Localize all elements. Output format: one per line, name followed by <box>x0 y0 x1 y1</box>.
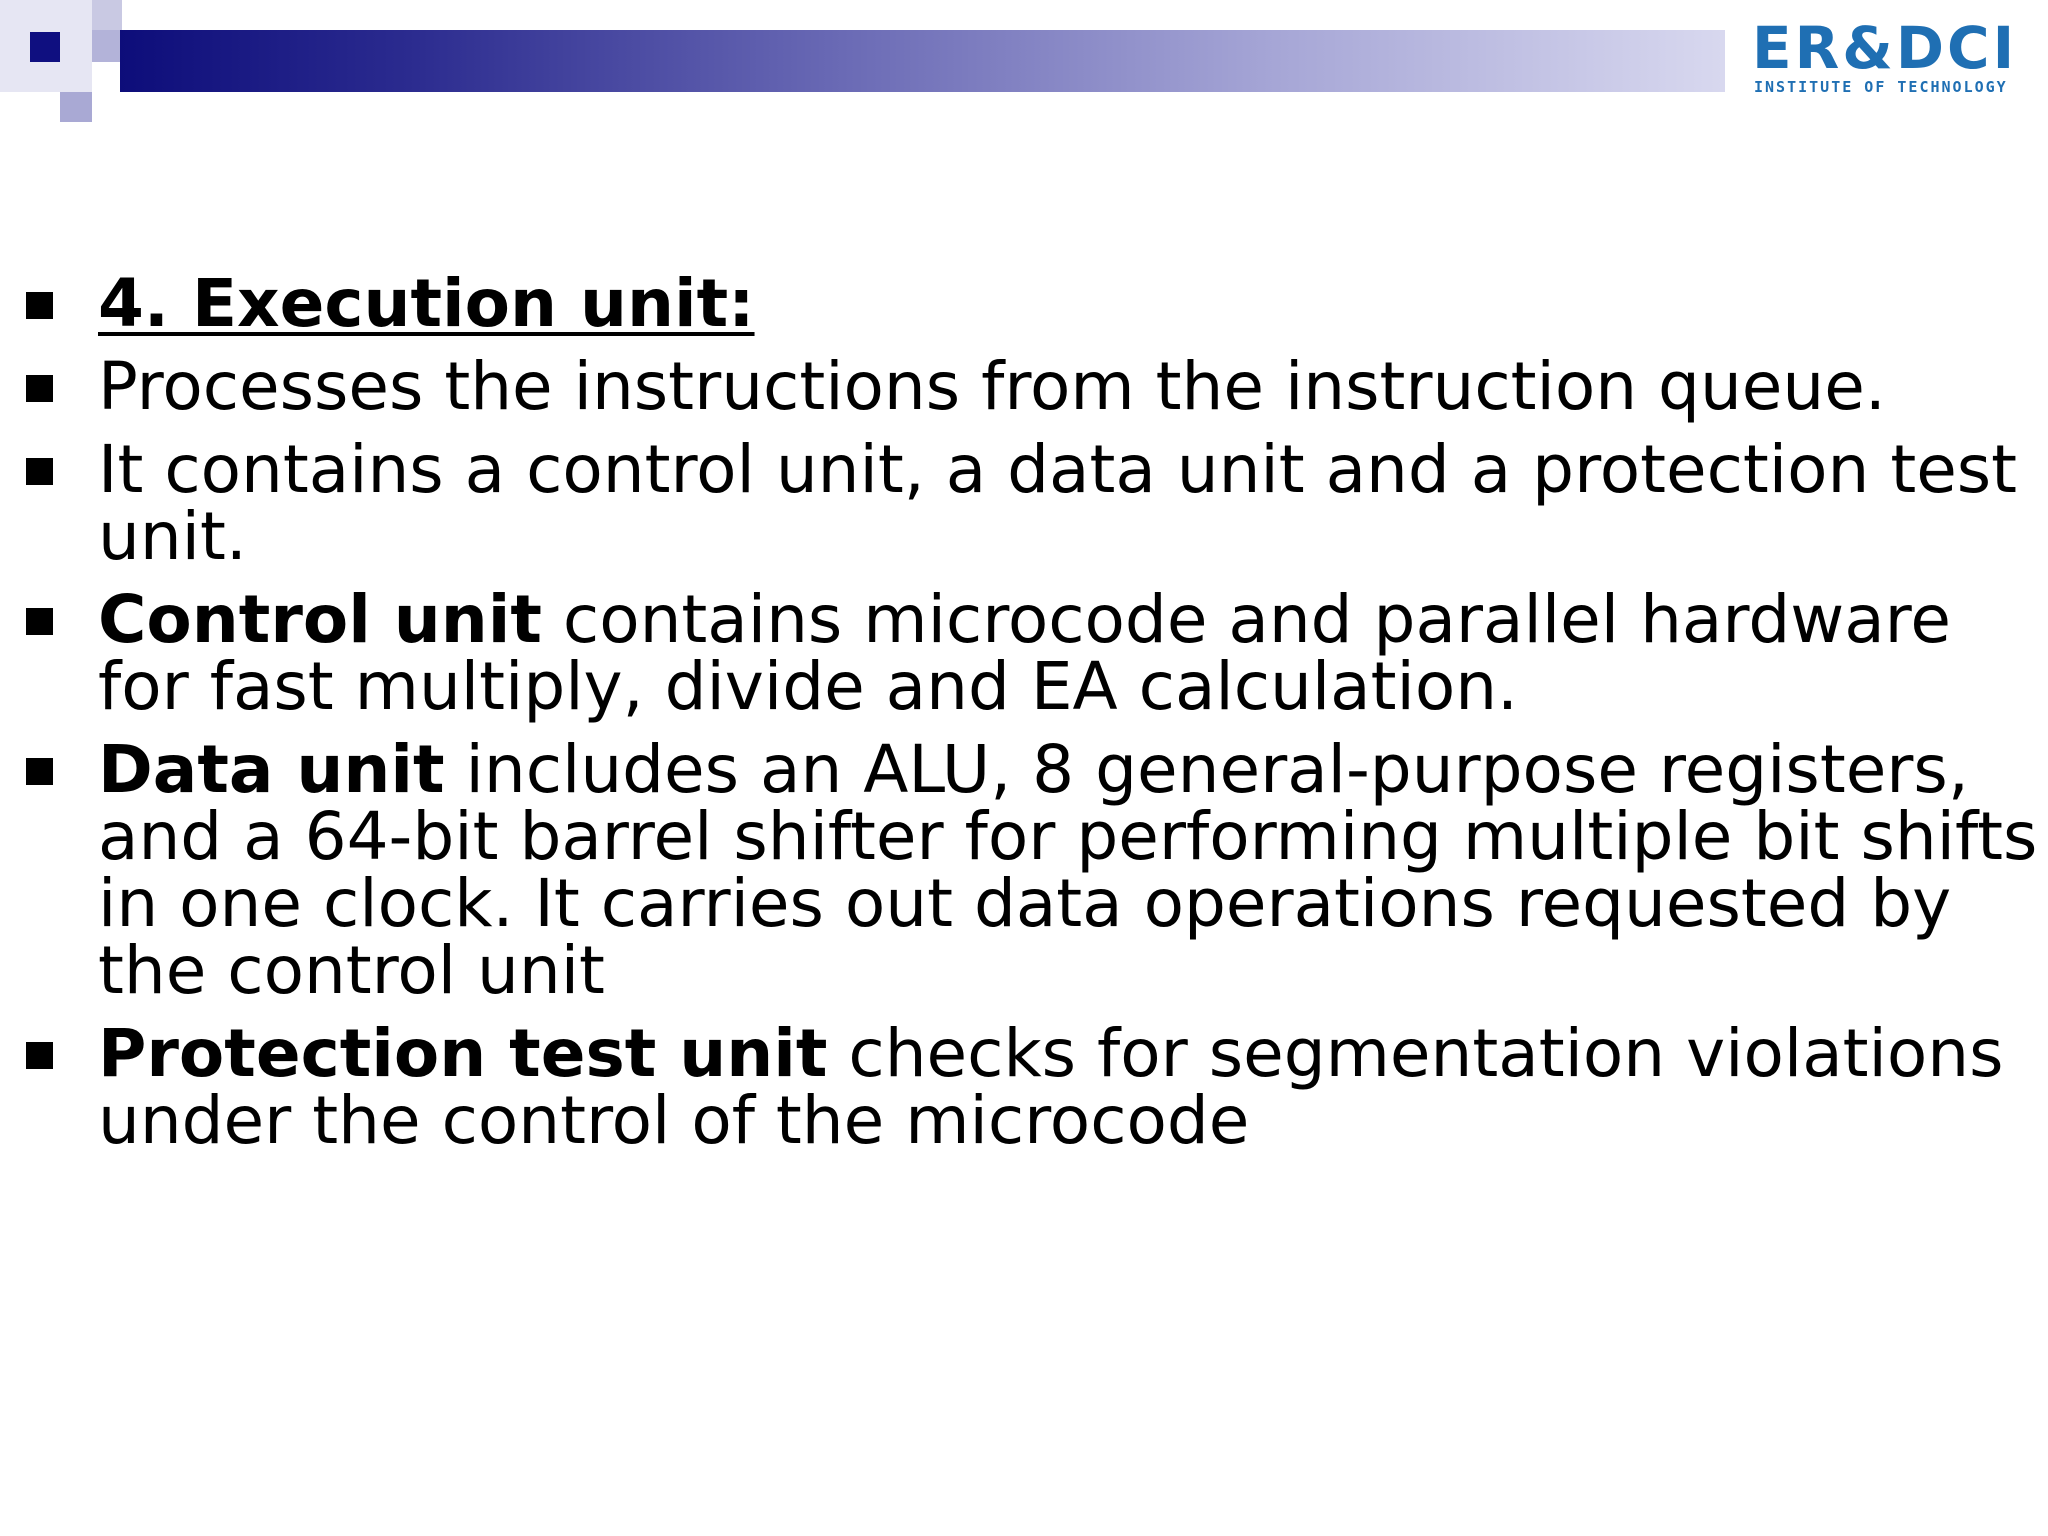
bullet-text: contains microcode and parallel hardware for fast multiply, divide and EA calculation. <box>98 581 1951 725</box>
square-bullet-icon <box>26 608 53 635</box>
list-item <box>0 581 2038 725</box>
logo-wordmark: ER&DCI <box>1752 14 2018 82</box>
list-item <box>0 265 2038 342</box>
bullet-text: includes an ALU, 8 general-purpose registers, and a 64-bit barrel shifter for performing multiple bit shifts in one clock. It carries out data operations requested by the control unit <box>98 731 2038 1009</box>
bullet-term: Control unit <box>98 581 542 658</box>
square-bullet-icon <box>26 758 53 785</box>
square-bullet-icon <box>26 1042 53 1069</box>
header-square-decoration <box>60 92 92 122</box>
header-square-decoration <box>30 32 60 62</box>
header-square-decoration <box>92 30 122 62</box>
bullet-term: Data unit <box>98 731 445 808</box>
list-item <box>0 431 2038 575</box>
bullet-term: Protection test unit <box>98 1015 828 1092</box>
header-gradient-bar <box>120 30 1725 92</box>
logo-tagline: INSTITUTE OF TECHNOLOGY <box>1754 78 2008 96</box>
bullet-list <box>0 265 2048 1170</box>
list-item <box>0 348 2038 425</box>
section-heading: 4. Execution unit: <box>98 265 755 342</box>
list-item <box>0 1015 2038 1159</box>
institute-logo <box>1752 14 2036 98</box>
bullet-text: It contains a control unit, a data unit and a protection test unit. <box>98 431 2018 575</box>
list-item <box>0 731 2038 1009</box>
bullet-text: Processes the instructions from the instruction queue. <box>98 348 1886 425</box>
bullet-text: checks for segmentation violations under the control of the microcode <box>98 1015 2004 1159</box>
square-bullet-icon <box>26 375 53 402</box>
header-square-decoration <box>92 0 122 30</box>
square-bullet-icon <box>26 458 53 485</box>
square-bullet-icon <box>26 292 53 319</box>
